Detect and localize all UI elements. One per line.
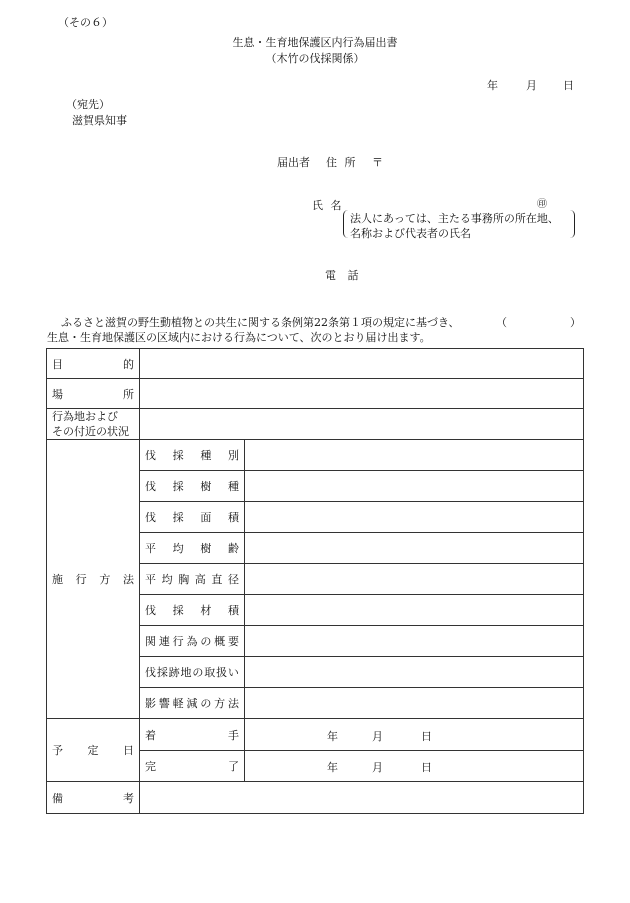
- start-month-label: 月: [372, 729, 383, 743]
- finish-month-label: 月: [372, 761, 383, 774]
- method-item-label: [140, 471, 245, 502]
- place-label: [47, 379, 140, 409]
- method-label: [47, 440, 140, 719]
- name-label: 氏 名: [312, 199, 344, 212]
- notifier-label: 届出者: [277, 156, 310, 169]
- method-item-text: 伐 採 材 積: [145, 604, 239, 617]
- table-row-situation: [47, 409, 584, 440]
- method-item-field[interactable]: [245, 564, 584, 595]
- address-label: 住 所: [326, 156, 358, 169]
- intro-paren-close: ）: [570, 316, 581, 329]
- method-item-field[interactable]: [245, 440, 584, 471]
- start-label-text: 着 手: [145, 728, 239, 742]
- method-item-field[interactable]: [245, 688, 584, 719]
- method-item-text: 関 連 行 為 の 概 要: [145, 635, 239, 648]
- addressee-prefix: （宛先）: [66, 98, 110, 111]
- method-item-field[interactable]: [245, 471, 584, 502]
- method-item-text: 伐 採 面 積: [145, 511, 239, 524]
- table-row-purpose: [47, 349, 584, 379]
- method-item-label: [140, 626, 245, 657]
- intro-line2: 生息・生育地保護区の区域内における行為について、次のとおり届け出ます。: [47, 331, 431, 344]
- method-item-text: 影 響 軽 減 の 方 法: [145, 697, 239, 710]
- situation-field[interactable]: [140, 409, 584, 440]
- table-row-start: [47, 719, 584, 751]
- method-item-label: [140, 564, 245, 595]
- finish-year-label: 年: [327, 761, 338, 774]
- form-subtitle: （木竹の伐採関係）: [265, 52, 365, 65]
- place-field[interactable]: [140, 379, 584, 409]
- date-day-label: 日: [563, 79, 574, 92]
- method-item-text: 平 均 樹 齢: [145, 542, 239, 555]
- finish-day-label: 日: [421, 761, 432, 774]
- addressee: 滋賀県知事: [72, 114, 127, 127]
- purpose-label: [47, 349, 140, 379]
- method-item-label: [140, 595, 245, 626]
- finish-label-text: 完 了: [145, 760, 239, 773]
- remarks-label-text: 備 考: [52, 791, 134, 805]
- date-year-label: 年: [487, 79, 498, 92]
- start-day-label: 日: [421, 729, 432, 743]
- seal-mark: ㊞: [537, 199, 547, 210]
- finish-label: [140, 751, 245, 782]
- method-item-label: [140, 502, 245, 533]
- table-row-place: [47, 379, 584, 409]
- phone-label: 電 話: [325, 269, 363, 282]
- start-date-field[interactable]: [245, 719, 584, 751]
- situation-label: 行為地および その付近の状況: [47, 409, 140, 440]
- method-item-field[interactable]: [245, 533, 584, 564]
- finish-date-field[interactable]: [245, 751, 584, 782]
- start-year-label: 年: [327, 729, 338, 743]
- method-item-label: [140, 440, 245, 471]
- corporate-note-line1: 法人にあっては、主たる事務所の所在地、: [350, 212, 559, 225]
- method-item-text: 平 均 胸 高 直 径: [145, 573, 239, 586]
- method-item-text: 伐 採 跡 地 の 取 扱 い: [145, 666, 239, 679]
- method-item-field[interactable]: [245, 626, 584, 657]
- method-item-field[interactable]: [245, 502, 584, 533]
- method-item-label: [140, 657, 245, 688]
- schedule-label-text: 予 定 日: [52, 744, 134, 757]
- method-item-text: 伐 採 樹 種: [145, 480, 239, 493]
- method-label-text: 施 行 方 法: [52, 573, 134, 586]
- place-label-text: 場 所: [52, 387, 134, 401]
- purpose-label-text: 目 的: [52, 357, 134, 371]
- corporate-note-line2: 名称および代表者の氏名: [350, 227, 471, 240]
- method-item-field[interactable]: [245, 595, 584, 626]
- remarks-field[interactable]: [140, 782, 584, 814]
- date-month-label: 月: [526, 79, 537, 92]
- form-title: 生息・生育地保護区内行為届出書: [232, 36, 398, 49]
- method-item-text: 伐 採 種 別: [145, 449, 239, 462]
- method-item-label: [140, 688, 245, 719]
- schedule-label: [47, 719, 140, 782]
- form-number: （その６）: [58, 16, 113, 29]
- notification-table: [46, 348, 584, 814]
- remarks-label: [47, 782, 140, 814]
- intro-paren-open: （: [496, 316, 507, 329]
- table-row-method-0: [47, 440, 584, 471]
- table-row-remarks: [47, 782, 584, 814]
- method-item-label: [140, 533, 245, 564]
- purpose-field[interactable]: [140, 349, 584, 379]
- postal-mark: 〒: [372, 156, 383, 169]
- intro-line1: ふるさと滋賀の野生動植物との共生に関する条例第22条第１項の規定に基づき、: [61, 316, 460, 329]
- start-label: [140, 719, 245, 751]
- method-item-field[interactable]: [245, 657, 584, 688]
